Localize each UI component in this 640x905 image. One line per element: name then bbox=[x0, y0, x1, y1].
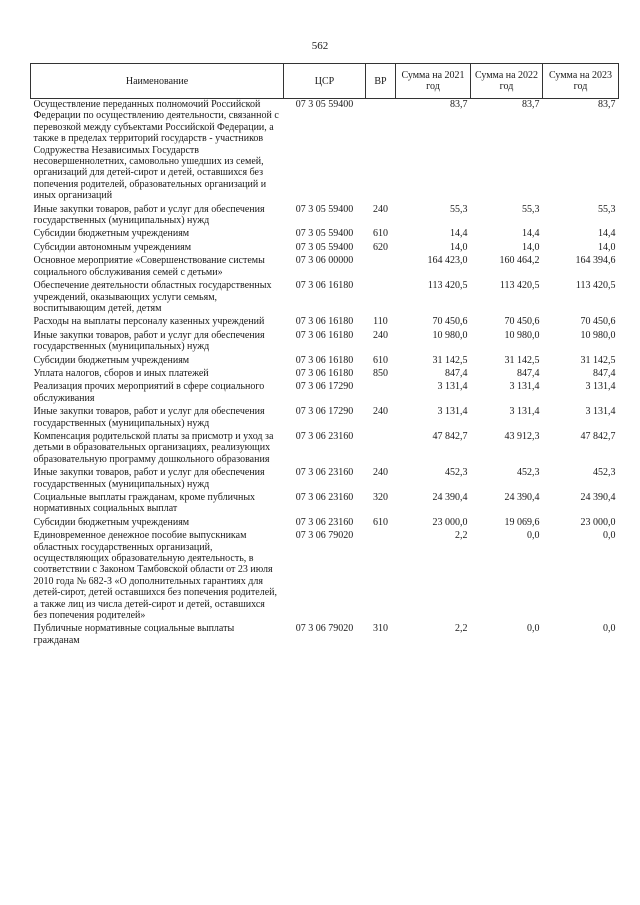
row-sum-2023: 3 131,4 bbox=[585, 381, 616, 393]
row-vr-code: 610 bbox=[373, 228, 388, 240]
row-csr-code: 07 3 06 79020 bbox=[295, 623, 354, 635]
row-name: Уплата налогов, сборов и иных платежей bbox=[33, 367, 209, 379]
table-row bbox=[31, 355, 619, 368]
row-vr-code bbox=[366, 280, 396, 316]
row-vr-code: 240 bbox=[373, 406, 388, 418]
row-sum-2022: 24 390,4 bbox=[504, 492, 540, 503]
row-sum-2023: 113 420,5 bbox=[575, 280, 616, 292]
row-csr-code: 07 3 06 16180 bbox=[295, 354, 354, 366]
row-csr-code: 07 3 06 16180 bbox=[295, 367, 354, 379]
header-row bbox=[31, 64, 619, 99]
page-number: 562 bbox=[311, 40, 329, 52]
row-sum-2023: 83,7 bbox=[598, 99, 616, 110]
row-sum-2021: 55,3 bbox=[450, 203, 468, 215]
row-sum-2021: 2,2 bbox=[455, 623, 468, 635]
row-sum-2022: 19 069,6 bbox=[504, 516, 540, 528]
row-vr-code: 610 bbox=[373, 354, 388, 366]
row-name: Реализация прочих мероприятий в сфере социального обслуживания bbox=[33, 381, 265, 404]
row-sum-2021: 47 842,7 bbox=[432, 430, 468, 442]
row-sum-2023: 452,3 bbox=[593, 467, 616, 479]
row-name: Расходы на выплаты персоналу казенных учреждений bbox=[33, 316, 265, 328]
row-sum-2023: 0,0 bbox=[603, 623, 616, 635]
row-csr-code: 07 3 06 23160 bbox=[295, 430, 354, 442]
row-csr-code: 07 3 06 16180 bbox=[295, 280, 354, 292]
row-sum-2022: 31 142,5 bbox=[504, 354, 540, 366]
row-sum-2022: 14,4 bbox=[522, 228, 540, 240]
row-sum-2022: 10 980,0 bbox=[504, 329, 540, 341]
header-sum-2021: Сумма на 2021 год bbox=[396, 64, 471, 99]
table-row bbox=[31, 228, 619, 241]
header-name: Наименование bbox=[31, 64, 284, 99]
table-row bbox=[31, 623, 619, 648]
table-row bbox=[31, 242, 619, 255]
row-sum-2023: 55,3 bbox=[598, 203, 616, 215]
row-sum-2022: 70 450,6 bbox=[504, 316, 540, 328]
table-row bbox=[31, 280, 619, 316]
row-sum-2021: 3 131,4 bbox=[437, 381, 468, 393]
row-sum-2021: 70 450,6 bbox=[432, 316, 468, 328]
row-sum-2023: 164 394,6 bbox=[575, 255, 616, 267]
row-vr-code bbox=[366, 530, 396, 623]
row-name: Социальные выплаты гражданам, кроме публичных нормативных социальных выплат bbox=[33, 492, 256, 515]
table-row bbox=[31, 406, 619, 431]
table-row bbox=[31, 204, 619, 229]
row-name: Иные закупки товаров, работ и услуг для обеспечения государственных (муниципальных) нужд bbox=[33, 203, 265, 227]
row-sum-2021: 452,3 bbox=[445, 467, 468, 479]
row-name: Публичные нормативные социальные выплаты гражданам bbox=[33, 623, 235, 646]
row-sum-2022: 452,3 bbox=[517, 467, 540, 479]
row-sum-2021: 31 142,5 bbox=[432, 354, 468, 366]
row-vr-code bbox=[366, 255, 396, 280]
row-sum-2022: 3 131,4 bbox=[509, 381, 540, 393]
row-sum-2021: 2,2 bbox=[455, 530, 468, 542]
row-csr-code: 07 3 06 17290 bbox=[295, 406, 354, 418]
row-csr-code: 07 3 05 59400 bbox=[295, 228, 354, 240]
row-csr-code: 07 3 06 23160 bbox=[295, 516, 354, 528]
row-sum-2022: 160 464,2 bbox=[499, 255, 540, 267]
table-row bbox=[31, 368, 619, 381]
row-sum-2023: 14,4 bbox=[598, 228, 616, 240]
row-sum-2023: 3 131,4 bbox=[585, 406, 616, 418]
row-sum-2023: 31 142,5 bbox=[580, 354, 616, 366]
table-body bbox=[31, 99, 619, 649]
row-sum-2021: 10 980,0 bbox=[432, 329, 468, 341]
row-sum-2023: 0,0 bbox=[603, 530, 616, 542]
table-row bbox=[31, 381, 619, 406]
row-vr-code: 850 bbox=[373, 367, 388, 379]
row-sum-2022: 847,4 bbox=[517, 367, 540, 379]
row-name: Субсидии бюджетным учреждениям bbox=[33, 354, 190, 366]
row-name: Субсидии бюджетным учреждениям bbox=[33, 228, 190, 240]
row-sum-2023: 47 842,7 bbox=[580, 430, 616, 442]
row-vr-code: 620 bbox=[373, 241, 388, 253]
row-sum-2022: 14,0 bbox=[522, 241, 540, 253]
row-vr-code bbox=[366, 381, 396, 406]
table-row bbox=[31, 330, 619, 355]
row-csr-code: 07 3 06 79020 bbox=[295, 530, 354, 542]
row-sum-2021: 113 420,5 bbox=[427, 280, 468, 292]
row-vr-code: 320 bbox=[373, 492, 388, 503]
row-sum-2022: 43 912,3 bbox=[504, 430, 540, 442]
table-row bbox=[31, 517, 619, 530]
table-row bbox=[31, 316, 619, 329]
row-vr-code: 310 bbox=[373, 623, 388, 635]
row-name: Обеспечение деятельности областных государственных учреждений, оказывающих услуги семьям, воспитывающим детей, детям bbox=[33, 280, 272, 314]
header-csr: ЦСР bbox=[284, 64, 366, 99]
row-csr-code: 07 3 05 59400 bbox=[295, 99, 354, 110]
table-row bbox=[31, 99, 619, 204]
table-row bbox=[31, 431, 619, 467]
row-sum-2023: 70 450,6 bbox=[580, 316, 616, 328]
row-sum-2021: 164 423,0 bbox=[427, 255, 468, 267]
row-sum-2021: 23 000,0 bbox=[432, 516, 468, 528]
row-csr-code: 07 3 06 23160 bbox=[295, 492, 354, 503]
row-vr-code: 110 bbox=[373, 316, 388, 328]
row-name: Осуществление переданных полномочий Российской Федерации по осуществлению деятельности, связанной с перевозкой между субъектами Российской Федерации, а также в пределах территорий государств - участников Содружества Независимых Государств несовершеннолетних, самовольно ушедших из семей, организаций для детей-сирот и детей, оставшихся без попечения родителей, образовательных организаций и иных организаций bbox=[33, 99, 279, 202]
row-name: Компенсация родительской платы за присмотр и уход за детьми в образовательных организациях, реализующих образовательную программу дошкольного образования bbox=[33, 430, 274, 465]
row-name: Основное мероприятие «Совершенствование системы социального обслуживания семей с детьми» bbox=[33, 255, 265, 278]
row-sum-2022: 0,0 bbox=[527, 530, 540, 542]
row-csr-code: 07 3 06 00000 bbox=[295, 255, 354, 267]
budget-table bbox=[30, 63, 619, 648]
header-sum-2023: Сумма на 2023 год bbox=[543, 64, 619, 99]
row-name: Субсидии автономным учреждениям bbox=[33, 241, 192, 253]
row-name: Иные закупки товаров, работ и услуг для обеспечения государственных (муниципальных) нужд bbox=[33, 406, 265, 429]
row-sum-2023: 10 980,0 bbox=[580, 329, 616, 341]
table-row bbox=[31, 492, 619, 517]
row-sum-2021: 14,0 bbox=[450, 241, 468, 253]
row-sum-2023: 847,4 bbox=[593, 367, 616, 379]
row-csr-code: 07 3 06 17290 bbox=[295, 381, 354, 393]
row-sum-2021: 14,4 bbox=[450, 228, 468, 240]
row-sum-2021: 847,4 bbox=[445, 367, 468, 379]
row-name: Единовременное денежное пособие выпускникам областных государственных организаций, осуществляющих образовательную деятельность, в соответствии с Законом Тамбовской области от 23 июля 2010 года № 682-З «О дополнительных гарантиях для детей-сирот, детей оставшихся без попечения родителей, а также лиц из числа детей-сирот и детей, оставшихся без попечения родителей» bbox=[33, 530, 277, 622]
row-vr-code bbox=[366, 431, 396, 467]
row-sum-2022: 83,7 bbox=[522, 99, 540, 110]
row-sum-2022: 3 131,4 bbox=[509, 406, 540, 418]
table-row bbox=[31, 530, 619, 623]
row-vr-code: 240 bbox=[373, 203, 388, 215]
row-sum-2021: 24 390,4 bbox=[432, 492, 468, 503]
row-vr-code: 240 bbox=[373, 467, 388, 479]
table-row bbox=[31, 467, 619, 492]
row-csr-code: 07 3 06 16180 bbox=[295, 329, 354, 341]
row-sum-2023: 24 390,4 bbox=[580, 492, 616, 503]
row-sum-2021: 3 131,4 bbox=[437, 406, 468, 418]
row-vr-code bbox=[366, 99, 396, 204]
row-csr-code: 07 3 06 23160 bbox=[295, 467, 354, 479]
row-sum-2023: 14,0 bbox=[598, 241, 616, 253]
header-vr: ВР bbox=[366, 64, 396, 99]
row-sum-2023: 23 000,0 bbox=[580, 516, 616, 528]
row-csr-code: 07 3 06 16180 bbox=[295, 316, 354, 328]
row-name: Субсидии бюджетным учреждениям bbox=[33, 516, 190, 528]
row-name: Иные закупки товаров, работ и услуг для обеспечения государственных (муниципальных) нужд bbox=[33, 329, 265, 353]
row-sum-2022: 0,0 bbox=[527, 623, 540, 635]
row-csr-code: 07 3 05 59400 bbox=[295, 203, 354, 215]
row-sum-2022: 113 420,5 bbox=[499, 280, 540, 292]
row-vr-code: 610 bbox=[373, 516, 388, 528]
row-csr-code: 07 3 05 59400 bbox=[295, 241, 354, 253]
row-vr-code: 240 bbox=[373, 329, 388, 341]
table-row bbox=[31, 255, 619, 280]
row-sum-2022: 55,3 bbox=[522, 203, 540, 215]
header-sum-2022: Сумма на 2022 год bbox=[471, 64, 543, 99]
row-name: Иные закупки товаров, работ и услуг для обеспечения государственных (муниципальных) нужд bbox=[33, 467, 265, 490]
row-sum-2021: 83,7 bbox=[450, 99, 468, 110]
